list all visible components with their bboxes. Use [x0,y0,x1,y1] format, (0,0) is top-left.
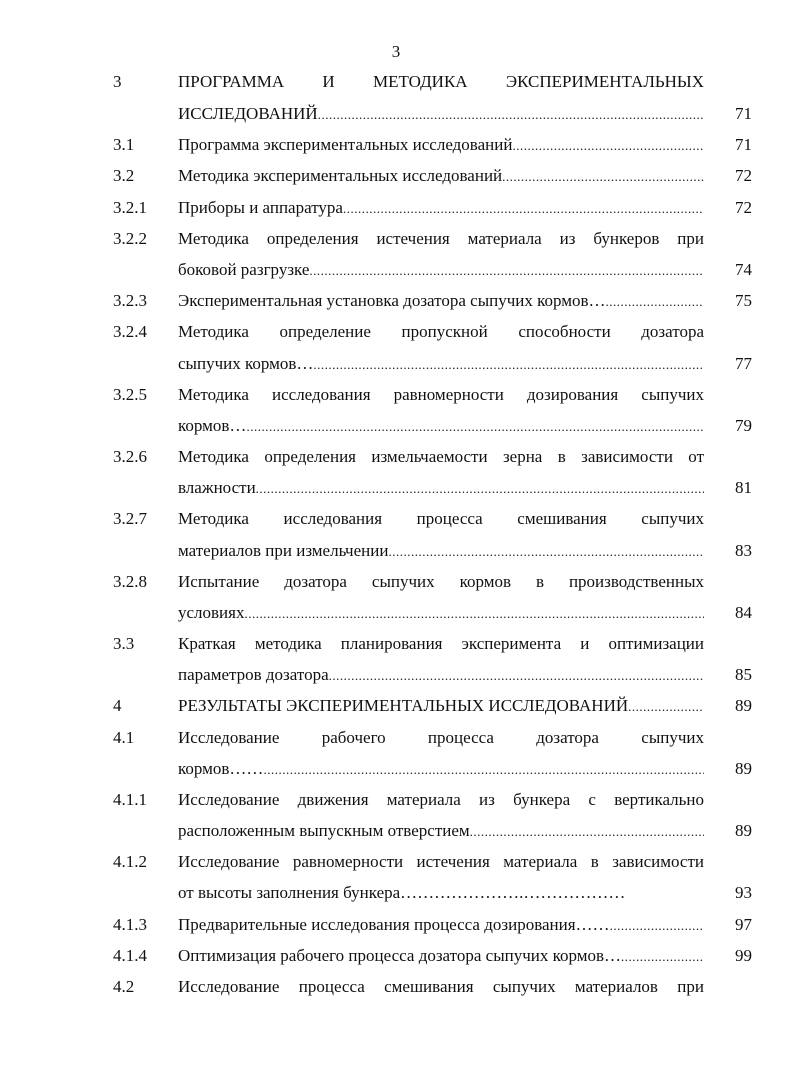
toc-page-number: 71 [735,104,752,123]
toc-page-number: 93 [735,883,752,902]
toc-title-line: Предварительные исследования процесса дозирования…… ..... [178,913,704,938]
toc-page-number: 72 [735,198,752,217]
toc-page-number: 79 [735,416,752,435]
toc-title-line: Исследование процесса смешивания сыпучих материалов при [178,977,704,996]
toc-page-number: 81 [735,478,752,497]
toc-title-line: расположенным выпускным отверстием ..... [178,819,704,844]
toc-title-line: Исследование движения материала из бункера с вертикально [178,790,704,809]
toc-page-number: 99 [735,946,752,965]
toc-number: 3.1 [113,135,135,154]
page-number: 3 [391,42,401,61]
toc-page-number: 89 [735,759,752,778]
toc-title-line: Методика исследования процесса смешивания сыпучих [178,509,704,528]
toc-page-number: 89 [735,821,752,840]
toc-title-line: Методика экспериментальных исследований ..... [178,164,704,189]
toc-page-number: 83 [735,541,752,560]
toc-title-line: Программа экспериментальных исследований ..... [178,133,704,158]
toc-number: 4.1 [113,728,135,747]
toc-title-line: Методика исследования равномерности дозирования сыпучих [178,385,704,404]
toc-number: 3 [113,72,122,91]
toc-number: 3.2.3 [113,291,147,310]
toc-number: 3.2.6 [113,447,147,466]
toc-title-line: Экспериментальная установка дозатора сыпучих кормов… ..... [178,289,704,314]
toc-title-line: условиях ..... [178,601,704,626]
toc-page-number: 71 [735,135,752,154]
toc-title-line: параметров дозатора ..... [178,663,704,688]
toc-title-line: от высоты заполнения бункера………………….……………… [178,883,626,902]
toc-page-number: 97 [735,915,752,934]
toc-page-number: 84 [735,603,752,622]
toc-page-number: 75 [735,291,752,310]
toc-page-number: 85 [735,665,752,684]
toc-title-line: влажности ..... [178,476,704,501]
toc-title-line: ИССЛЕДОВАНИЙ ..... [178,102,704,127]
toc-title-line: Исследование рабочего процесса дозатора сыпучих [178,728,704,747]
toc-page-number: 77 [735,354,752,373]
toc-number: 4.1.2 [113,852,147,871]
toc-page-number: 89 [735,696,752,715]
toc-title-line: Методика определения измельчаемости зерна в зависимости от [178,447,704,466]
toc-title-line: ПРОГРАММА И МЕТОДИКА ЭКСПЕРИМЕНТАЛЬНЫХ [178,72,704,91]
toc-title-line: боковой разгрузке ..... [178,258,704,283]
toc-number: 3.2.4 [113,322,147,341]
toc-number: 4.2 [113,977,135,996]
toc-number: 3.2.5 [113,385,147,404]
toc-title-line: кормов… ..... [178,414,704,439]
toc-title-line: Исследование равномерности истечения материала в зависимости [178,852,704,871]
toc-number: 4 [113,696,122,715]
toc-title-line: материалов при измельчении ..... [178,539,704,564]
toc-title-line: Краткая методика планирования эксперимента и оптимизации [178,634,704,653]
toc-number: 3.2.7 [113,509,147,528]
toc-number: 3.2 [113,166,135,185]
toc-number: 3.3 [113,634,135,653]
toc-title-line: РЕЗУЛЬТАТЫ ЭКСПЕРИМЕНТАЛЬНЫХ ИССЛЕДОВАНИЙ ..... [178,694,704,719]
toc-title-line: Методика определение пропускной способности дозатора [178,322,704,341]
toc-number: 4.1.4 [113,946,147,965]
toc-page-number: 74 [735,260,752,279]
toc-number: 4.1.3 [113,915,147,934]
toc-title-line: Приборы и аппаратура ..... [178,196,704,221]
toc-number: 3.2.1 [113,198,147,217]
toc-title-line: кормов…… ..... [178,757,704,782]
toc-title-line: сыпучих кормов… ..... [178,352,704,377]
toc-number: 3.2.2 [113,229,147,248]
toc-title-line: Методика определения истечения материала из бункеров при [178,229,704,248]
toc-number: 3.2.8 [113,572,147,591]
toc-title-line: Оптимизация рабочего процесса дозатора сыпучих кормов… ..... [178,944,704,969]
toc-title-line: Испытание дозатора сыпучих кормов в производственных [178,572,704,591]
toc-number: 4.1.1 [113,790,147,809]
toc-page-number: 72 [735,166,752,185]
